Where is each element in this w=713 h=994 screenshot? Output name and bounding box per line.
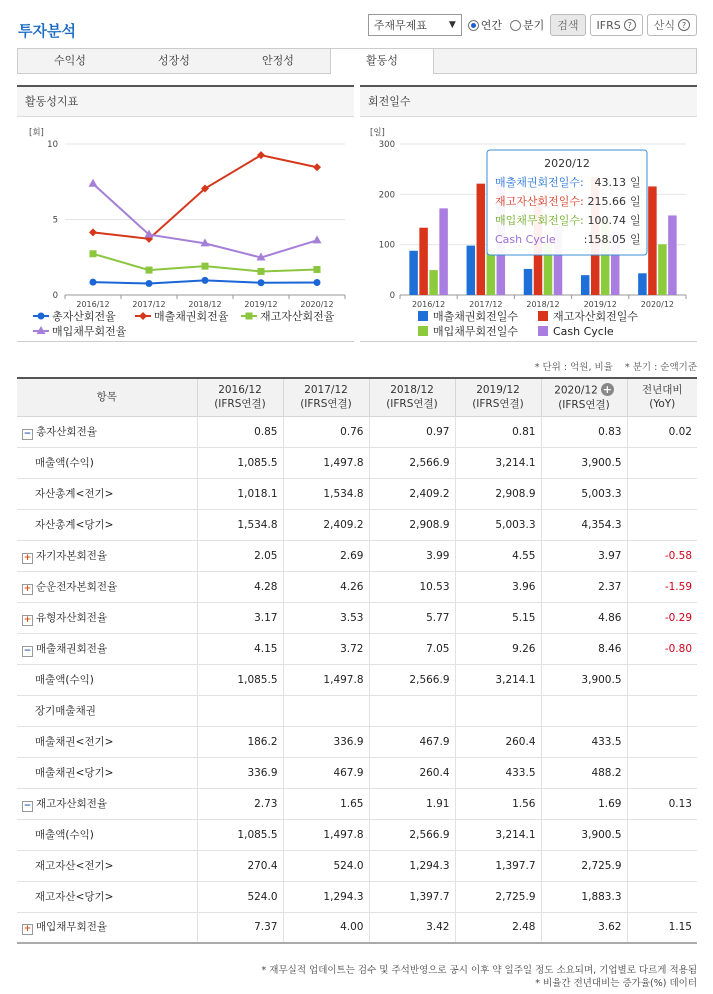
value-cell: 260.4 <box>455 726 541 757</box>
y-tick-label: 0 <box>389 291 395 301</box>
value-cell: 1,294.3 <box>283 881 369 912</box>
row-label-cell[interactable] <box>17 912 197 943</box>
x-tick-label: 2020/12 <box>640 300 675 309</box>
expand-plus-icon[interactable]: + <box>23 583 32 594</box>
tab-growth[interactable]: 성장성 <box>158 54 190 67</box>
row-label-cell <box>17 664 197 695</box>
value-cell: 2.48 <box>455 912 541 943</box>
row-label-cell <box>17 757 197 788</box>
value-cell: 467.9 <box>369 726 455 757</box>
yoy-cell: -0.29 <box>627 602 697 633</box>
bar <box>467 246 476 295</box>
y-unit-label: [일] <box>370 128 385 138</box>
legend-swatch <box>418 326 428 336</box>
yoy-cell <box>627 850 697 881</box>
value-cell: 0.81 <box>455 416 541 447</box>
legend-label: 매입채무회전일수 <box>433 325 519 338</box>
data-point <box>89 179 98 187</box>
table-row <box>17 447 697 478</box>
table-body <box>17 416 697 943</box>
value-cell: 1,085.5 <box>197 664 283 695</box>
x-tick-label: 2016/12 <box>411 300 446 309</box>
tooltip-value: 215.66 <box>587 195 626 208</box>
y-tick-label: 5 <box>52 215 58 226</box>
table-row <box>17 881 697 912</box>
tooltip-label: Cash Cycle <box>495 233 556 246</box>
radio-annual-dot[interactable] <box>468 20 479 31</box>
value-cell: 1,883.3 <box>541 881 627 912</box>
value-cell: 8.46 <box>541 633 627 664</box>
radio-quarter-label: 분기 <box>523 19 545 32</box>
header-col <box>541 378 627 416</box>
radio-annual-label: 연간 <box>480 19 502 32</box>
search-button[interactable] <box>550 14 585 36</box>
value-cell: 260.4 <box>369 757 455 788</box>
table-row <box>17 850 697 881</box>
value-cell: 1.56 <box>455 788 541 819</box>
legend-label: 재고자산회전율 <box>260 310 335 323</box>
value-cell: 3,900.5 <box>541 447 627 478</box>
table-row <box>17 509 697 540</box>
value-cell: 1,397.7 <box>369 881 455 912</box>
value-cell: 433.5 <box>455 757 541 788</box>
row-label: 매출채권회전율 <box>36 642 108 655</box>
value-cell <box>369 695 455 726</box>
bar <box>524 269 533 295</box>
header-line1-wrap <box>542 383 627 398</box>
yoy-cell: 0.02 <box>627 416 697 447</box>
value-cell: 7.05 <box>369 633 455 664</box>
header-line2: (IFRS연결) <box>386 398 438 411</box>
value-cell: 4,354.3 <box>541 509 627 540</box>
value-cell: 2.69 <box>283 540 369 571</box>
data-point <box>146 280 153 287</box>
data-point <box>258 279 265 286</box>
y-tick-label: 10 <box>47 140 58 150</box>
value-cell: 3,900.5 <box>541 819 627 850</box>
legend-label: 재고자산회전일수 <box>553 310 639 323</box>
row-label-cell[interactable] <box>17 540 197 571</box>
bar <box>648 186 657 295</box>
table-row <box>17 757 697 788</box>
value-cell: 433.5 <box>541 726 627 757</box>
header-line2: (YoY) <box>649 398 676 411</box>
bar <box>658 244 667 295</box>
tooltip-title: 2020/12 <box>544 157 590 170</box>
value-cell: 4.28 <box>197 571 283 602</box>
header-line2: (IFRS연결) <box>300 398 352 411</box>
top-controls <box>368 14 697 36</box>
legend-label: 매출채권회전율 <box>154 310 229 323</box>
tooltip-value: :158.05 <box>583 233 626 246</box>
table-row <box>17 478 697 509</box>
value-cell: 2.73 <box>197 788 283 819</box>
row-label-cell[interactable] <box>17 571 197 602</box>
tab-stability[interactable]: 안정성 <box>262 54 294 67</box>
row-label: 매출채권<전기> <box>35 736 114 748</box>
value-cell: 3.53 <box>283 602 369 633</box>
header-col <box>455 378 541 416</box>
value-cell: 3,214.1 <box>455 819 541 850</box>
tab-bar <box>17 48 697 74</box>
data-point <box>90 279 97 286</box>
header-line1: 2019/12 <box>476 384 520 397</box>
header-item <box>17 378 197 416</box>
turnover-days-panel <box>360 85 697 342</box>
value-cell: 3.97 <box>541 540 627 571</box>
yoy-cell: -1.59 <box>627 571 697 602</box>
row-label: 자기자본회전율 <box>36 549 108 562</box>
radio-quarter[interactable] <box>510 17 544 33</box>
value-cell: 488.2 <box>541 757 627 788</box>
data-point <box>89 228 97 236</box>
table-row <box>17 788 697 819</box>
value-cell: 3.17 <box>197 602 283 633</box>
table-header-row <box>17 378 697 416</box>
yoy-cell <box>627 757 697 788</box>
table-row <box>17 602 697 633</box>
header-line2: (IFRS연결) <box>214 398 266 411</box>
data-point <box>90 250 97 257</box>
footnote-2: * 비율간 전년대비는 증가율(%) 데이터 <box>535 978 697 989</box>
value-cell: 186.2 <box>197 726 283 757</box>
table-row <box>17 633 697 664</box>
header-line2: (IFRS연결) <box>558 398 610 411</box>
value-cell: 336.9 <box>197 757 283 788</box>
row-label: 재고자산<당기> <box>35 891 114 903</box>
value-cell: 10.53 <box>369 571 455 602</box>
value-cell: 4.00 <box>283 912 369 943</box>
value-cell: 2,725.9 <box>455 881 541 912</box>
chart-tooltip <box>487 150 647 255</box>
value-cell: 4.55 <box>455 540 541 571</box>
value-cell: 1,497.8 <box>283 664 369 695</box>
x-tick-label: 2019/12 <box>583 300 617 309</box>
value-cell: 2,566.9 <box>369 664 455 695</box>
value-cell: 1,018.1 <box>197 478 283 509</box>
x-tick-label: 2018/12 <box>526 300 560 309</box>
value-cell: 1.65 <box>283 788 369 819</box>
formula-button[interactable] <box>647 14 697 36</box>
value-cell: 1,534.8 <box>197 509 283 540</box>
data-point <box>202 263 209 270</box>
value-cell <box>541 695 627 726</box>
row-label: 매입채무회전율 <box>36 921 108 934</box>
activity-line-chart <box>17 117 354 342</box>
legend-swatch <box>418 311 428 321</box>
header-col <box>369 378 455 416</box>
tooltip-unit: 일 <box>630 195 641 208</box>
tooltip-value: 43.13 <box>594 176 626 189</box>
legend-swatch <box>538 326 548 336</box>
data-point <box>202 277 209 284</box>
value-cell <box>283 695 369 726</box>
legend-label: Cash Cycle <box>553 325 614 338</box>
table-row <box>17 540 697 571</box>
value-cell: 5.77 <box>369 602 455 633</box>
value-cell: 270.4 <box>197 850 283 881</box>
chevron-down-icon: ▼ <box>448 20 456 30</box>
yoy-cell <box>627 509 697 540</box>
y-tick-label: 100 <box>378 240 395 251</box>
table-row <box>17 912 697 943</box>
x-tick-label: 2019/12 <box>244 300 278 309</box>
yoy-cell <box>627 726 697 757</box>
value-cell: 0.83 <box>541 416 627 447</box>
help-icon: ? <box>678 19 690 31</box>
value-cell: 3.96 <box>455 571 541 602</box>
value-cell: 2,908.9 <box>455 478 541 509</box>
row-label-cell <box>17 509 197 540</box>
ifrs-button[interactable] <box>590 14 643 36</box>
header-col <box>627 378 697 416</box>
value-cell: 2,409.2 <box>283 509 369 540</box>
legend-swatch <box>538 311 548 321</box>
value-cell: 467.9 <box>283 757 369 788</box>
row-label: 총자산회전율 <box>36 425 97 438</box>
table-row <box>17 571 697 602</box>
value-cell: 3.72 <box>283 633 369 664</box>
x-tick-label: 2017/12 <box>469 300 503 309</box>
value-cell: 1,397.7 <box>455 850 541 881</box>
tooltip-label: 매입채무회전일수: <box>495 214 584 227</box>
row-label-cell <box>17 850 197 881</box>
x-tick-label: 2018/12 <box>188 300 222 309</box>
value-cell: 2,409.2 <box>369 478 455 509</box>
row-label: 매출액(수익) <box>35 674 94 686</box>
activity-chart-panel <box>17 85 354 342</box>
value-cell: 3.99 <box>369 540 455 571</box>
yoy-cell <box>627 447 697 478</box>
table-row <box>17 726 697 757</box>
bar <box>581 275 590 295</box>
x-tick-label: 2017/12 <box>132 300 166 309</box>
value-cell: 0.97 <box>369 416 455 447</box>
ifrs-button-label: IFRS <box>596 18 621 32</box>
value-cell: 0.85 <box>197 416 283 447</box>
tooltip-label: 재고자산회전일수: <box>495 195 584 208</box>
data-point <box>146 267 153 274</box>
value-cell: 9.26 <box>455 633 541 664</box>
y-tick-label: 200 <box>378 190 395 201</box>
value-cell: 2,725.9 <box>541 850 627 881</box>
expand-plus-icon[interactable]: + <box>23 552 32 563</box>
row-label-cell <box>17 447 197 478</box>
legend-label: 매출채권회전일수 <box>433 310 519 323</box>
value-cell: 524.0 <box>283 850 369 881</box>
yoy-cell <box>627 819 697 850</box>
value-cell: 7.37 <box>197 912 283 943</box>
y-tick-label: 0 <box>52 291 58 301</box>
row-label-cell[interactable] <box>17 602 197 633</box>
bar <box>409 251 418 295</box>
header-line1: 항목 <box>96 391 117 404</box>
page-title: 투자분석 <box>18 22 76 40</box>
statement-select[interactable] <box>368 14 462 36</box>
value-cell: 5,003.3 <box>541 478 627 509</box>
legend-label: 총자산회전율 <box>52 310 116 323</box>
row-label: 매출액(수익) <box>35 457 94 469</box>
tab-activity[interactable]: 활동성 <box>330 48 434 74</box>
header-col <box>283 378 369 416</box>
header-line1: 2020/12 <box>554 384 598 397</box>
yoy-cell <box>627 881 697 912</box>
activity-table <box>17 377 697 944</box>
value-cell: 1,294.3 <box>369 850 455 881</box>
table-row <box>17 695 697 726</box>
bar <box>429 270 438 295</box>
row-label: 자산총계<당기> <box>35 519 114 531</box>
row-label: 재고자산회전율 <box>36 797 108 810</box>
turnover-days-heading: 회전일수 <box>360 87 697 117</box>
row-label: 자산총계<전기> <box>35 488 114 500</box>
search-button-label: 검색 <box>557 19 579 32</box>
expand-plus-icon[interactable]: + <box>23 924 32 935</box>
header-line1: 2016/12 <box>218 384 262 397</box>
legend-label: 매입채무회전율 <box>52 325 127 338</box>
series-line <box>93 184 317 258</box>
value-cell: 2.37 <box>541 571 627 602</box>
value-cell: 2,566.9 <box>369 447 455 478</box>
row-label-cell[interactable] <box>17 633 197 664</box>
yoy-cell: -0.80 <box>627 633 697 664</box>
value-cell: 4.15 <box>197 633 283 664</box>
value-cell: 1,085.5 <box>197 819 283 850</box>
row-label-cell <box>17 695 197 726</box>
tooltip-label: 매출채권회전일수: <box>495 176 584 189</box>
bar <box>668 215 677 295</box>
data-point <box>314 279 321 286</box>
collapse-minus-icon[interactable]: − <box>23 645 32 656</box>
value-cell: 336.9 <box>283 726 369 757</box>
collapse-minus-icon[interactable]: − <box>23 800 32 811</box>
row-label: 매출액(수익) <box>35 829 94 841</box>
bar <box>487 249 496 295</box>
row-label-cell[interactable] <box>17 788 197 819</box>
value-cell: 4.26 <box>283 571 369 602</box>
bar <box>638 273 647 295</box>
header-line1: 2017/12 <box>304 384 348 397</box>
row-label: 장기매출채권 <box>35 705 96 717</box>
tooltip-value: 100.74 <box>587 214 626 227</box>
row-label: 매출채권<당기> <box>35 767 114 779</box>
yoy-cell: 0.13 <box>627 788 697 819</box>
row-label-cell <box>17 881 197 912</box>
value-cell: 3.62 <box>541 912 627 943</box>
header-line1: 전년대비 <box>641 384 683 397</box>
legend-marker <box>246 313 253 320</box>
y-tick-label: 300 <box>378 140 395 150</box>
header-line1: 2018/12 <box>390 384 434 397</box>
expand-plus-icon[interactable]: + <box>23 614 32 625</box>
legend-marker <box>38 313 45 320</box>
tab-profitability[interactable]: 수익성 <box>54 54 86 67</box>
value-cell: 3,214.1 <box>455 447 541 478</box>
bar <box>477 184 486 295</box>
yoy-cell <box>627 478 697 509</box>
table-row <box>17 416 697 447</box>
row-label: 순운전자본회전율 <box>36 580 118 593</box>
row-label-cell <box>17 819 197 850</box>
row-label-cell[interactable] <box>17 416 197 447</box>
bar <box>439 208 448 295</box>
value-cell <box>455 695 541 726</box>
data-point <box>313 235 322 243</box>
yoy-cell: 1.15 <box>627 912 697 943</box>
statement-select-value: 주재무제표 <box>373 19 427 32</box>
value-cell: 4.86 <box>541 602 627 633</box>
radio-annual[interactable] <box>468 17 502 33</box>
value-cell: 2.05 <box>197 540 283 571</box>
collapse-minus-icon[interactable]: − <box>23 428 32 439</box>
formula-button-label: 산식 <box>653 19 675 32</box>
value-cell: 1,534.8 <box>283 478 369 509</box>
yoy-cell <box>627 695 697 726</box>
value-cell: 1,497.8 <box>283 447 369 478</box>
value-cell: 1,497.8 <box>283 819 369 850</box>
value-cell: 1.91 <box>369 788 455 819</box>
row-label-cell <box>17 478 197 509</box>
units-note: * 단위 : 억원, 비율 * 분기 : 순액기준 <box>534 362 697 373</box>
value-cell: 2,908.9 <box>369 509 455 540</box>
value-cell: 1.69 <box>541 788 627 819</box>
y-unit-label: [회] <box>29 128 44 138</box>
help-icon: ? <box>624 19 636 31</box>
row-label-cell <box>17 726 197 757</box>
row-label: 유형자산회전율 <box>36 611 108 624</box>
data-point <box>313 163 321 171</box>
row-label: 재고자산<전기> <box>35 860 114 872</box>
value-cell: 5.15 <box>455 602 541 633</box>
legend-marker <box>139 312 147 320</box>
yoy-cell <box>627 664 697 695</box>
tooltip-unit: 일 <box>630 176 641 189</box>
expand-plus-icon[interactable]: + <box>602 382 612 396</box>
value-cell <box>197 695 283 726</box>
activity-chart-heading: 활동성지표 <box>17 87 354 117</box>
bar <box>419 228 428 295</box>
header-col <box>197 378 283 416</box>
data-point <box>314 266 321 273</box>
tooltip-unit: 일 <box>630 233 641 246</box>
value-cell: 5,003.3 <box>455 509 541 540</box>
value-cell: 3.42 <box>369 912 455 943</box>
x-tick-label: 2016/12 <box>76 300 110 309</box>
radio-quarter-dot[interactable] <box>510 20 521 31</box>
value-cell: 524.0 <box>197 881 283 912</box>
table-row <box>17 664 697 695</box>
x-tick-label: 2020/12 <box>300 300 334 309</box>
value-cell: 1,085.5 <box>197 447 283 478</box>
value-cell: 2,566.9 <box>369 819 455 850</box>
value-cell: 0.76 <box>283 416 369 447</box>
data-point <box>258 268 265 275</box>
table-row <box>17 819 697 850</box>
yoy-cell: -0.58 <box>627 540 697 571</box>
value-cell: 3,214.1 <box>455 664 541 695</box>
tooltip-unit: 일 <box>630 214 641 227</box>
series-line <box>93 155 317 239</box>
value-cell: 3,900.5 <box>541 664 627 695</box>
turnover-days-bar-chart <box>360 117 697 342</box>
header-line2: (IFRS연결) <box>472 398 524 411</box>
footnote-1: * 재무실적 업데이트는 검수 및 주석반영으로 공시 이후 약 일주일 정도 소요되며, 기업별로 다르게 적용됨 <box>261 965 697 976</box>
